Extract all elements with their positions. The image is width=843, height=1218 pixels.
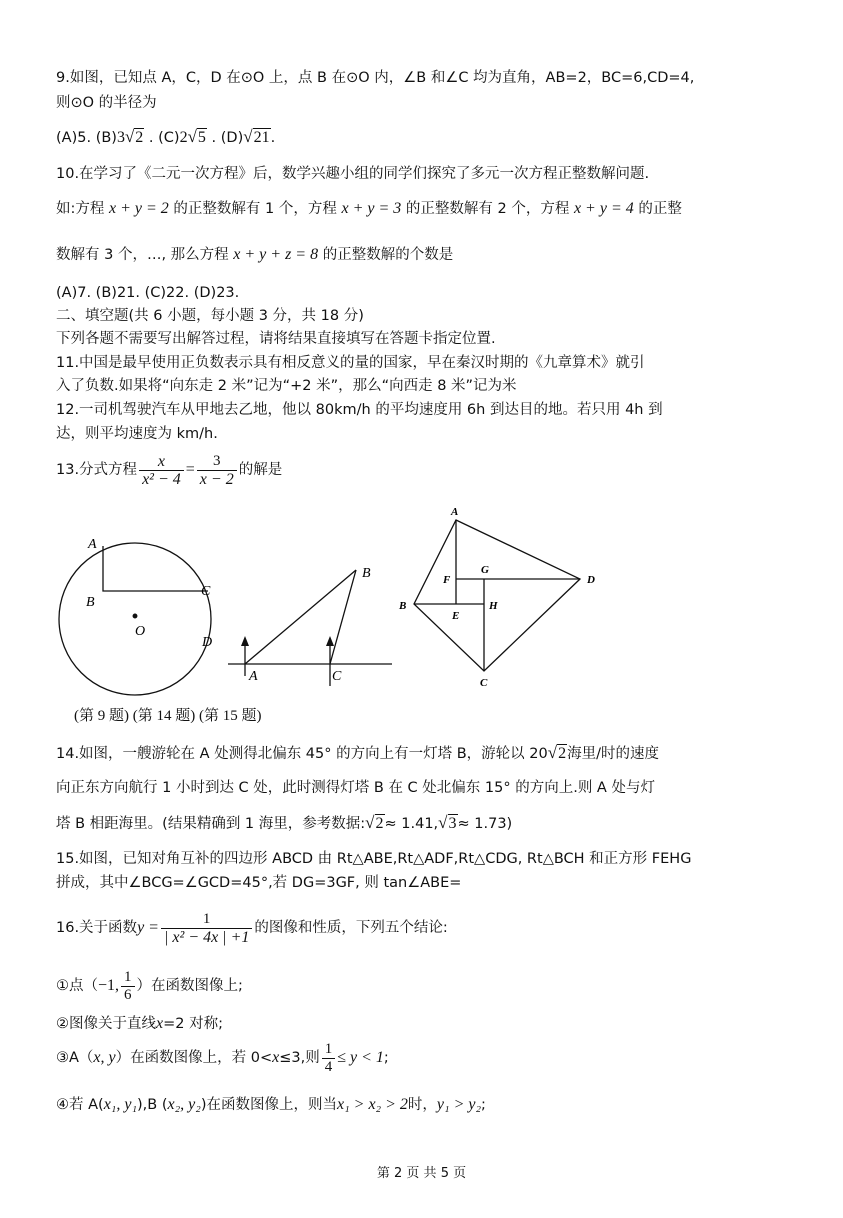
q13-eq: = [185, 461, 195, 478]
center-point [133, 614, 137, 618]
q9-c-rad: 5 [197, 129, 206, 146]
s1-text: ）在函数图像上; [136, 978, 243, 994]
line-cb [330, 570, 356, 664]
q14-text: 14.如图，一艘游轮在 A 处测得北偏东 45° 的方向上有一灯塔 B，游轮以 20 [56, 746, 548, 762]
q9-b-rad: 2 [135, 129, 144, 146]
s3-fn: 1 [322, 1041, 336, 1059]
section-instruction: 下列各题不需要写出解答过程，请将结果直接填写在答题卡指定位置. [56, 331, 496, 347]
s1-frac [121, 969, 135, 1004]
q10-eq3: x + y = 4 [573, 200, 634, 217]
q9-opt-d: . (D) [211, 130, 244, 146]
s4-text: ),B ( [137, 1097, 168, 1113]
fig14-label-c: C [332, 669, 342, 684]
q9-opt-b: (B) [95, 130, 117, 146]
quad-abcd [414, 520, 580, 671]
q10-eq1: x + y = 2 [109, 200, 169, 217]
fig14-label-b: B [362, 566, 371, 581]
fig14-label-a: A [249, 669, 258, 684]
q9-line1: 9.如图，已知点 A，C，D 在⊙O 上，点 B 在⊙O 内，∠B 和∠C 均为直角，AB=2，BC=6,CD=4, [56, 70, 695, 86]
fig9-label-d: D [202, 635, 213, 650]
q10-text: 如:方程 [56, 201, 105, 217]
sqrt-icon: √ [124, 127, 135, 146]
figure-captions: (第 9 题) (第 14 题) (第 15 题) [74, 708, 262, 724]
q15-line1: 15.如图，已知对角互补的四边形 ABCD 由 Rt△ABE,Rt△ADF,Rt△CDG, Rt△BCH 和正方形 FEHG [56, 851, 692, 867]
s1-fn: 1 [121, 969, 135, 987]
s2-text: ②图像关于直线 [56, 1016, 156, 1032]
statement-4 [56, 1095, 486, 1115]
q10-eq4: x + y + z = 8 [233, 246, 319, 263]
s4-cond: x₁ > x₂ > 2 [336, 1096, 408, 1113]
q10-options: (A)7. (B)21. (C)22. (D)23. [56, 285, 240, 301]
s4-text: 时， [407, 1097, 437, 1113]
q13-den2: x − 2 [199, 470, 234, 488]
q10-text: 的正整数解有 1 个，方程 [173, 201, 337, 217]
fig15-label-b: B [399, 600, 407, 612]
fig15-label-h: H [489, 600, 498, 612]
q15-line2: 拼成，其中∠BCG=∠GCD=45°,若 DG=3GF, 则 tan∠ABE= [56, 875, 462, 891]
q14-text: 塔 B 相距海里。(结果精确到 1 海里，参考数据: [56, 816, 366, 832]
s4-text: ④若 A( [56, 1097, 104, 1113]
q14-line1 [56, 743, 659, 764]
q13-text: 的解是 [238, 462, 283, 478]
q9-line2: 则⊙O 的半径为 [56, 95, 157, 111]
statement-3 [56, 1036, 389, 1080]
page-footer: 第 2 页 共 5 页 [376, 1166, 467, 1181]
q10-eq2: x + y = 3 [341, 200, 402, 217]
q16-text: 16.关于函数 [56, 920, 138, 936]
sqrt-icon: √ [547, 743, 558, 762]
fig15-label-g: G [481, 564, 489, 576]
s1-fd: 6 [124, 986, 132, 1003]
q14-r1: 2 [375, 815, 384, 832]
fig9-label-c: C [201, 584, 211, 599]
q11-line1: 11.中国是最早使用正负数表示具有相反意义的量的国家，早在秦汉时期的《九章算术》就引 [56, 355, 645, 371]
sqrt-icon: √ [365, 813, 375, 832]
s4-text: ; [481, 1097, 486, 1113]
arrow-head-icon [241, 636, 249, 646]
s3-ineq: ≤ y < 1 [337, 1049, 384, 1066]
q16 [56, 906, 448, 950]
fig15-label-e: E [452, 610, 460, 622]
arrow-head-icon [326, 636, 334, 646]
q14-line2: 向正东方向航行 1 小时到达 C 处，此时测得灯塔 B 在 C 处北偏东 15° 的方向上.则 A 处与灯 [56, 780, 655, 796]
s1-pt: −1, [98, 977, 120, 994]
q10-text: 数解有 3 个，…, 那么方程 [56, 247, 229, 263]
s3-fd: 4 [324, 1058, 333, 1075]
q13-den1: x² − 4 [142, 470, 181, 488]
s3-text: ≤3,则 [279, 1050, 320, 1066]
s4-res: y₁ > y₂ [436, 1096, 482, 1113]
s3-frac [322, 1041, 336, 1076]
q10-text: 的正整数解的个数是 [322, 247, 454, 263]
sqrt-icon: √ [243, 127, 253, 146]
fig15-label-d: D [587, 574, 595, 586]
q16-num: 1 [161, 911, 252, 929]
s4-text: )在函数图像上，则当 [200, 1097, 337, 1113]
q11-line2: 入了负数.如果将“向东走 2 米”记为“+2 米”，那么“向西走 8 米”记为米 [56, 378, 517, 394]
line-ab [245, 570, 356, 664]
s3-text: ③A（ [56, 1050, 94, 1066]
q10-text: 的正整数解有 2 个，方程 [405, 201, 570, 217]
q14-r2: 3 [448, 815, 457, 832]
q14-text: 海里/时的速度 [567, 746, 659, 762]
q10-line1: 10.在学习了《二元一次方程》后，数学兴趣小组的同学们探究了多元一次方程正整数解问题. [56, 166, 650, 182]
q16-text: 的图像和性质，下列五个结论: [254, 920, 448, 936]
fig9-label-o: O [135, 624, 146, 639]
q13-num2: 3 [197, 453, 237, 471]
sqrt-icon: √ [187, 127, 197, 146]
q16-den: | x² − 4x | +1 [163, 928, 250, 946]
s2-text: =2 对称; [163, 1016, 223, 1032]
q14-v1: ≈ 1.41, [384, 816, 439, 832]
q13-num1: x [139, 453, 184, 471]
section-title: 二、填空题(共 6 小题，每小题 3 分，共 18 分) [56, 308, 364, 324]
q9-end: . [270, 130, 276, 146]
s4-p2: x₂, y₂ [167, 1096, 201, 1113]
s3-xy: x, y [93, 1049, 116, 1066]
q9-c-coef: 2 [179, 129, 188, 146]
s4-p1: x₁, y₁ [103, 1096, 138, 1113]
q9-opt-c: . (C) [148, 130, 180, 146]
q12-line2: 达，则平均速度为 km/h. [56, 426, 218, 442]
q14-v2: ≈ 1.73) [457, 816, 513, 832]
q16-frac [161, 911, 252, 946]
fig9-label-a: A [88, 537, 97, 552]
q14-line3 [56, 813, 512, 834]
s3-x: x [272, 1049, 280, 1066]
q16-fn: y = [137, 919, 159, 936]
q9-d-rad: 21 [253, 129, 270, 146]
statement-1 [56, 964, 243, 1008]
s3-text: ）在函数图像上，若 0< [115, 1050, 273, 1066]
figure-15 [414, 520, 580, 671]
s1-text: ①点（ [56, 978, 98, 994]
statement-2 [56, 1014, 223, 1034]
s3-text: ; [383, 1050, 389, 1066]
q13-text: 13.分式方程 [56, 462, 138, 478]
q9-b-coef: 3 [116, 129, 125, 146]
q14-rad: 2 [558, 745, 567, 762]
s2-x: x [156, 1015, 164, 1032]
circle-o [59, 543, 211, 695]
figure-9 [59, 543, 211, 695]
fig15-label-c: C [480, 677, 488, 689]
sqrt-icon: √ [438, 813, 448, 832]
q9-opt-a: (A)5. [56, 130, 92, 146]
q12-line1: 12.一司机驾驶汽车从甲地去乙地，他以 80km/h 的平均速度用 6h 到达目的地。若只用 4h 到 [56, 402, 663, 418]
fig15-label-f: F [443, 574, 451, 586]
fig9-label-b: B [86, 595, 95, 610]
fig15-label-a: A [451, 506, 459, 518]
q10-text: 的正整 [638, 201, 682, 217]
